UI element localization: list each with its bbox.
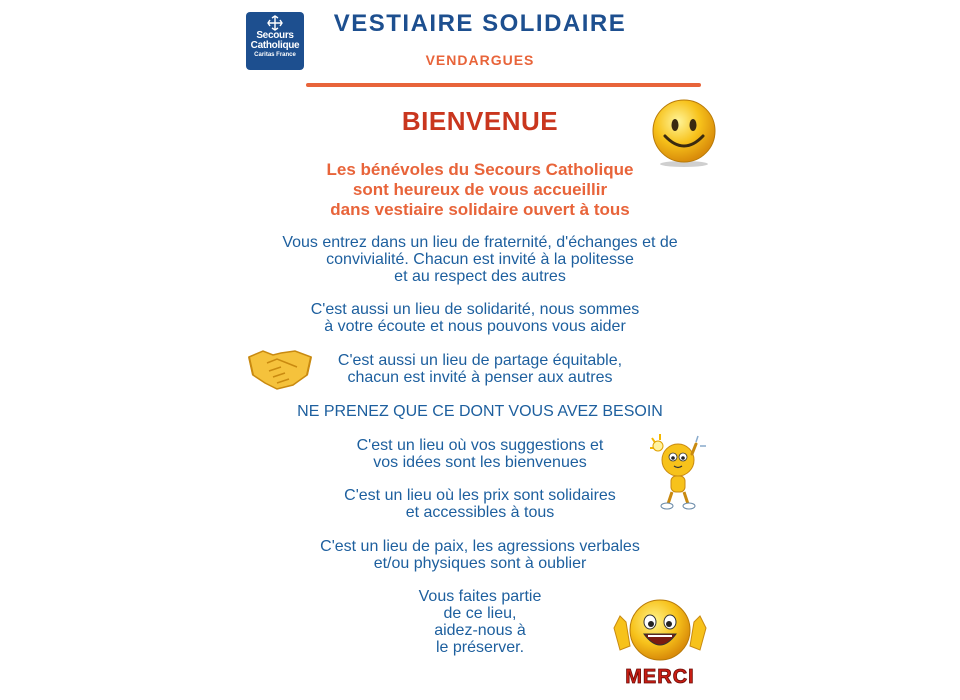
paragraph-line: NE PRENEZ QUE CE DONT VOUS AVEZ BESOIN	[297, 403, 663, 420]
header-divider	[306, 83, 701, 87]
intro-line: dans vestiaire solidaire ouvert à tous	[330, 200, 630, 219]
smiley-icon	[648, 98, 720, 168]
paragraph-besoin	[270, 403, 690, 420]
paragraph-paix	[280, 538, 680, 572]
thumbs-up-merci-icon	[610, 594, 710, 690]
paragraph-line: aidez-nous à	[434, 622, 526, 639]
welcome-heading: BIENVENUE	[401, 106, 559, 136]
paragraph-line: et/ou physiques sont à oublier	[373, 555, 587, 572]
paragraph-line: C'est un lieu où vos suggestions et	[356, 437, 604, 454]
paragraph-line: de ce lieu,	[443, 605, 517, 622]
logo-line-1: Secours	[256, 30, 294, 41]
secours-catholique-logo[interactable]	[246, 12, 304, 70]
paragraph-line: Vous faites partie	[418, 588, 542, 605]
paragraph-line: Vous entrez dans un lieu de fraternité, d'échanges et de	[282, 234, 678, 251]
intro-line: sont heureux de vous accueillir	[352, 180, 608, 199]
page-title: VESTIAIRE SOLIDAIRE	[333, 10, 627, 37]
paragraph-line: à votre écoute et nous pouvons vous aider	[324, 318, 626, 335]
merci-label: MERCI	[625, 666, 695, 688]
paragraph-line: et au respect des autres	[394, 268, 566, 285]
logo-line-3: Caritas France	[254, 52, 296, 58]
paragraph-line: le préserver.	[435, 639, 525, 656]
intro-text	[260, 160, 700, 220]
paragraph-line: C'est aussi un lieu de solidarité, nous sommes	[310, 301, 640, 318]
paragraph-line: et accessibles à tous	[405, 504, 555, 521]
page-subtitle: VENDARGUES	[425, 52, 535, 68]
paragraph-line: vos idées sont les bienvenues	[373, 454, 587, 471]
paragraph-line: convivialité. Chacun est invité à la politesse	[326, 251, 634, 268]
intro-line: Les bénévoles du Secours Catholique	[326, 160, 634, 179]
paragraph-line: C'est un lieu où les prix sont solidaires	[344, 487, 616, 504]
paragraph-fraternite	[255, 234, 705, 285]
logo-line-2: Catholique	[250, 40, 300, 51]
paragraph-preserver	[380, 588, 580, 656]
paragraph-solidarite	[275, 301, 675, 335]
paragraph-line: C'est aussi un lieu de partage équitable,	[337, 352, 623, 369]
paragraph-line: C'est un lieu de paix, les agressions verbales	[320, 538, 640, 555]
paragraph-line: chacun est invité à penser aux autres	[347, 369, 613, 386]
paragraph-suggestions	[300, 437, 660, 471]
paragraph-partage	[300, 352, 660, 386]
cross-logo-icon	[267, 15, 283, 31]
paragraph-prix	[300, 487, 660, 521]
